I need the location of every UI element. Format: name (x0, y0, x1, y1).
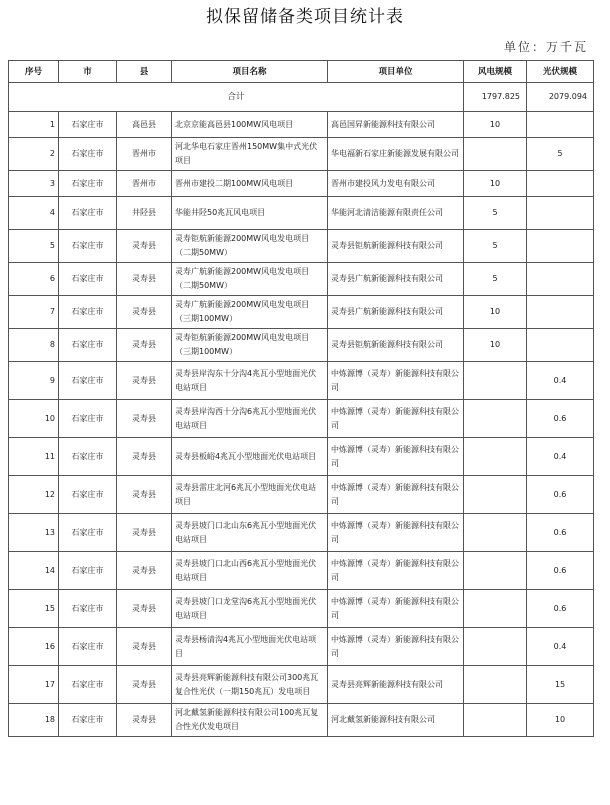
cell-unit: 中炼源博（灵寿）新能源科技有限公司 (328, 590, 464, 628)
cell-unit: 灵寿县钜航新能源科技有限公司 (328, 329, 464, 362)
cell-county: 灵寿县 (117, 514, 172, 552)
cell-name: 灵寿钜航新能源200MW风电发电项目（三期100MW） (172, 329, 328, 362)
header-city: 市 (59, 61, 117, 83)
cell-county: 灵寿县 (117, 400, 172, 438)
cell-solar: 0.4 (527, 438, 594, 476)
cell-name: 灵寿县坡门口北山西6兆瓦小型地面光伏电站项目 (172, 552, 328, 590)
cell-solar: 0.6 (527, 590, 594, 628)
cell-name: 灵寿县坡门口龙堂沟6兆瓦小型地面光伏电站项目 (172, 590, 328, 628)
cell-seq: 7 (9, 296, 59, 329)
cell-county: 井陉县 (117, 197, 172, 230)
cell-solar (527, 329, 594, 362)
cell-county: 高邑县 (117, 112, 172, 138)
project-table (8, 60, 594, 737)
cell-seq: 17 (9, 666, 59, 704)
cell-name: 晋州市建投二期100MW风电项目 (172, 171, 328, 197)
cell-solar: 5 (527, 138, 594, 171)
table-row (9, 296, 594, 329)
header-seq: 序号 (9, 61, 59, 83)
cell-county: 灵寿县 (117, 329, 172, 362)
cell-seq: 11 (9, 438, 59, 476)
header-name: 项目名称 (172, 61, 328, 83)
cell-seq: 10 (9, 400, 59, 438)
table-row (9, 476, 594, 514)
cell-unit: 晋州市建投风力发电有限公司 (328, 171, 464, 197)
cell-county: 灵寿县 (117, 704, 172, 737)
table-row (9, 230, 594, 263)
cell-solar (527, 112, 594, 138)
total-wind: 1797.825 (464, 83, 527, 112)
cell-name: 灵寿钜航新能源200MW风电发电项目（二期50MW） (172, 230, 328, 263)
cell-county: 灵寿县 (117, 552, 172, 590)
cell-county: 灵寿县 (117, 590, 172, 628)
unit-label: 单位：万千瓦 (503, 40, 588, 54)
cell-wind: 5 (464, 197, 527, 230)
table-row (9, 329, 594, 362)
cell-unit: 灵寿县广航新能源科技有限公司 (328, 263, 464, 296)
table-row (9, 628, 594, 666)
cell-city: 石家庄市 (59, 329, 117, 362)
cell-name: 灵寿县板峪4兆瓦小型地面光伏电站项目 (172, 438, 328, 476)
cell-name: 灵寿县杨清沟4兆瓦小型地面光伏电站项目 (172, 628, 328, 666)
cell-name: 灵寿县亮辉新能源科技有限公司300兆瓦复合性光伏（一期150兆瓦）发电项目 (172, 666, 328, 704)
cell-county: 灵寿县 (117, 362, 172, 400)
cell-county: 灵寿县 (117, 296, 172, 329)
cell-unit: 灵寿县广航新能源科技有限公司 (328, 296, 464, 329)
cell-city: 石家庄市 (59, 590, 117, 628)
table-row (9, 590, 594, 628)
table-row (9, 197, 594, 230)
table-row (9, 666, 594, 704)
cell-county: 灵寿县 (117, 438, 172, 476)
cell-city: 石家庄市 (59, 400, 117, 438)
cell-seq: 3 (9, 171, 59, 197)
cell-city: 石家庄市 (59, 438, 117, 476)
cell-wind: 10 (464, 171, 527, 197)
cell-seq: 16 (9, 628, 59, 666)
cell-city: 石家庄市 (59, 704, 117, 737)
cell-city: 石家庄市 (59, 666, 117, 704)
cell-city: 石家庄市 (59, 362, 117, 400)
table-row (9, 171, 594, 197)
cell-county: 灵寿县 (117, 476, 172, 514)
cell-solar: 0.6 (527, 514, 594, 552)
cell-unit: 华电福新石家庄新能源发展有限公司 (328, 138, 464, 171)
cell-seq: 9 (9, 362, 59, 400)
cell-solar (527, 296, 594, 329)
cell-wind (464, 476, 527, 514)
cell-solar: 15 (527, 666, 594, 704)
table-row (9, 263, 594, 296)
header-solar: 光伏规模 (527, 61, 594, 83)
cell-city: 石家庄市 (59, 296, 117, 329)
cell-county: 灵寿县 (117, 230, 172, 263)
cell-solar: 10 (527, 704, 594, 737)
cell-seq: 2 (9, 138, 59, 171)
cell-county: 灵寿县 (117, 263, 172, 296)
page-title: 拟保留储备类项目统计表 (206, 7, 404, 27)
cell-unit: 中炼源博（灵寿）新能源科技有限公司 (328, 438, 464, 476)
cell-wind: 10 (464, 296, 527, 329)
cell-wind: 10 (464, 112, 527, 138)
header-county: 县 (117, 61, 172, 83)
cell-name: 河北华电石家庄晋州150MW集中式光伏项目 (172, 138, 328, 171)
cell-solar (527, 171, 594, 197)
cell-county: 晋州市 (117, 171, 172, 197)
cell-name: 灵寿县雷庄北河6兆瓦小型地面光伏电站项目 (172, 476, 328, 514)
cell-wind (464, 666, 527, 704)
cell-county: 晋州市 (117, 138, 172, 171)
cell-wind (464, 514, 527, 552)
cell-seq: 14 (9, 552, 59, 590)
cell-unit: 中炼源博（灵寿）新能源科技有限公司 (328, 552, 464, 590)
cell-name: 华能井陉50兆瓦风电项目 (172, 197, 328, 230)
cell-seq: 15 (9, 590, 59, 628)
cell-seq: 4 (9, 197, 59, 230)
cell-city: 石家庄市 (59, 552, 117, 590)
cell-unit: 中炼源博（灵寿）新能源科技有限公司 (328, 400, 464, 438)
cell-unit: 河北戴氢新能源科技有限公司 (328, 704, 464, 737)
cell-seq: 6 (9, 263, 59, 296)
cell-city: 石家庄市 (59, 138, 117, 171)
cell-city: 石家庄市 (59, 112, 117, 138)
cell-name: 北京京能高邑县100MW风电项目 (172, 112, 328, 138)
table-row (9, 138, 594, 171)
cell-wind (464, 438, 527, 476)
table-row (9, 514, 594, 552)
cell-name: 灵寿县岸沟西十分沟6兆瓦小型地面光伏电站项目 (172, 400, 328, 438)
cell-seq: 1 (9, 112, 59, 138)
cell-seq: 18 (9, 704, 59, 737)
cell-unit: 中炼源博（灵寿）新能源科技有限公司 (328, 362, 464, 400)
cell-wind (464, 590, 527, 628)
cell-unit: 中炼源博（灵寿）新能源科技有限公司 (328, 628, 464, 666)
cell-seq: 12 (9, 476, 59, 514)
cell-name: 灵寿广航新能源200MW风电发电项目（二期50MW） (172, 263, 328, 296)
cell-name: 灵寿广航新能源200MW风电发电项目（三期100MW） (172, 296, 328, 329)
table-row (9, 704, 594, 737)
cell-solar (527, 197, 594, 230)
cell-solar: 0.4 (527, 628, 594, 666)
table-row (9, 552, 594, 590)
cell-seq: 13 (9, 514, 59, 552)
cell-solar (527, 230, 594, 263)
cell-unit: 中炼源博（灵寿）新能源科技有限公司 (328, 476, 464, 514)
cell-wind (464, 628, 527, 666)
cell-solar (527, 263, 594, 296)
cell-wind (464, 704, 527, 737)
cell-solar: 0.6 (527, 400, 594, 438)
cell-name: 灵寿县岸沟东十分沟4兆瓦小型地面光伏电站项目 (172, 362, 328, 400)
table-row (9, 112, 594, 138)
header-wind: 风电规模 (464, 61, 527, 83)
cell-solar: 0.4 (527, 362, 594, 400)
cell-wind (464, 400, 527, 438)
cell-unit: 灵寿县亮辉新能源科技有限公司 (328, 666, 464, 704)
table-row (9, 438, 594, 476)
cell-solar: 0.6 (527, 476, 594, 514)
cell-unit: 华能河北清洁能源有限责任公司 (328, 197, 464, 230)
cell-city: 石家庄市 (59, 230, 117, 263)
cell-seq: 8 (9, 329, 59, 362)
cell-city: 石家庄市 (59, 263, 117, 296)
cell-wind (464, 362, 527, 400)
cell-county: 灵寿县 (117, 666, 172, 704)
cell-wind (464, 552, 527, 590)
cell-unit: 高邑国昇新能源科技有限公司 (328, 112, 464, 138)
cell-wind: 5 (464, 230, 527, 263)
cell-city: 石家庄市 (59, 171, 117, 197)
cell-unit: 中炼源博（灵寿）新能源科技有限公司 (328, 514, 464, 552)
header-unit: 项目单位 (328, 61, 464, 83)
cell-city: 石家庄市 (59, 628, 117, 666)
cell-city: 石家庄市 (59, 514, 117, 552)
cell-wind: 10 (464, 329, 527, 362)
cell-city: 石家庄市 (59, 476, 117, 514)
total-row (9, 83, 594, 112)
cell-name: 灵寿县坡门口北山东6兆瓦小型地面光伏电站项目 (172, 514, 328, 552)
cell-wind (464, 138, 527, 171)
header-row (9, 61, 594, 83)
cell-city: 石家庄市 (59, 197, 117, 230)
total-label: 合计 (9, 83, 464, 112)
cell-seq: 5 (9, 230, 59, 263)
table-row (9, 400, 594, 438)
table-row (9, 362, 594, 400)
cell-name: 河北戴氢新能源科技有限公司100兆瓦复合性光伏发电项目 (172, 704, 328, 737)
cell-unit: 灵寿县钜航新能源科技有限公司 (328, 230, 464, 263)
cell-solar: 0.6 (527, 552, 594, 590)
total-solar: 2079.094 (527, 83, 594, 112)
cell-county: 灵寿县 (117, 628, 172, 666)
cell-wind: 5 (464, 263, 527, 296)
